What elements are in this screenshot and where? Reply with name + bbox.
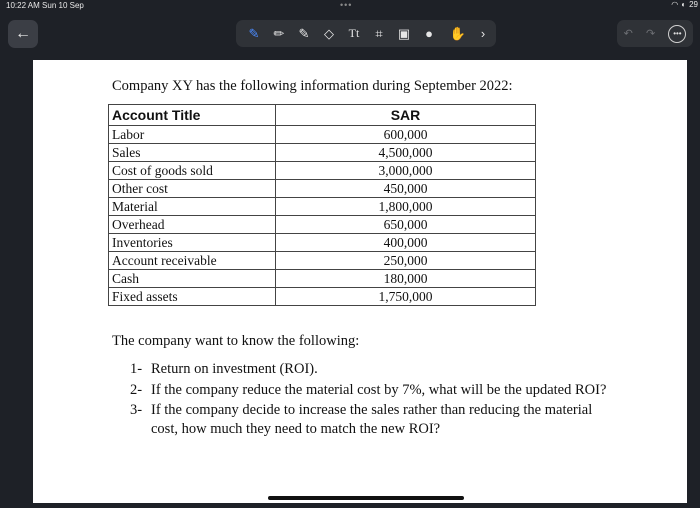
lasso-tool[interactable] — [367, 24, 391, 44]
home-indicator[interactable] — [268, 496, 464, 500]
wifi-icon: ◠ — [671, 0, 679, 9]
account-name: Cost of goods sold — [109, 162, 276, 180]
table-row — [109, 180, 536, 198]
left-margin — [0, 0, 33, 508]
lasso-icon: ⌗ — [375, 25, 383, 41]
battery-level: 29 — [689, 0, 698, 9]
pencil-tool[interactable] — [267, 24, 291, 44]
account-value: 650,000 — [276, 216, 536, 234]
table-row — [109, 270, 536, 288]
account-name: Account receivable — [109, 252, 276, 270]
more-tools-button[interactable] — [471, 24, 495, 44]
text-icon: Tt — [348, 26, 360, 40]
hand-tool[interactable] — [446, 24, 470, 44]
list-item — [130, 401, 622, 438]
table-row — [109, 198, 536, 216]
battery-icon: ◐ — [681, 0, 687, 9]
chevron-right-icon: › — [480, 26, 486, 41]
date: Sun 10 Sep — [42, 1, 84, 10]
more-options-icon[interactable]: ••• — [668, 25, 686, 43]
account-value: 180,000 — [276, 270, 536, 288]
eraser-icon: ◇ — [324, 25, 334, 41]
list-item — [130, 360, 622, 379]
account-table — [108, 104, 536, 306]
table-header-row — [109, 105, 536, 126]
table-row — [109, 216, 536, 234]
right-toolbar — [617, 20, 693, 47]
redo-icon[interactable]: ↷ — [646, 28, 656, 40]
table-row — [109, 252, 536, 270]
question-list — [130, 360, 622, 440]
microphone-tool[interactable] — [417, 24, 441, 44]
marker-tool[interactable] — [292, 24, 316, 44]
table-row — [109, 162, 536, 180]
question-number: 3- — [130, 402, 143, 418]
question-number: 2- — [130, 381, 143, 398]
eraser-tool[interactable] — [317, 24, 341, 44]
account-name: Sales — [109, 144, 276, 162]
account-name: Fixed assets — [109, 288, 276, 306]
bottom-margin — [0, 503, 700, 508]
account-name: Inventories — [109, 234, 276, 252]
account-value: 3,000,000 — [276, 162, 536, 180]
image-icon: ▣ — [397, 25, 411, 41]
pen-tool[interactable] — [242, 24, 266, 44]
account-name: Labor — [109, 126, 276, 144]
pencil-icon: ✏ — [273, 25, 285, 41]
image-tool[interactable] — [392, 24, 416, 44]
text-tool[interactable] — [342, 24, 366, 44]
hand-icon: ✋ — [449, 25, 467, 41]
table-row — [109, 234, 536, 252]
question-number: 1- — [130, 361, 143, 377]
header-account-title: Account Title — [109, 105, 276, 126]
table-row — [109, 144, 536, 162]
account-name: Material — [109, 198, 276, 216]
question-text: Return on investment (ROI). — [151, 361, 318, 377]
account-value: 1,800,000 — [276, 198, 536, 216]
intro-text: Company XY has the following information during September 2022: — [112, 78, 513, 94]
right-margin — [687, 0, 700, 508]
marker-icon: ✎ — [298, 25, 310, 41]
back-button[interactable] — [8, 20, 38, 48]
status-bar-right — [671, 0, 698, 9]
account-value: 600,000 — [276, 126, 536, 144]
pen-icon: ✎ — [248, 25, 260, 41]
question-text: If the company reduce the material cost by 7%, what will be the updated ROI? — [151, 381, 607, 398]
header-sar: SAR — [276, 105, 536, 126]
account-value: 400,000 — [276, 234, 536, 252]
question-text: If the company decide to increase the sales rather than reducing the material cost, how much they need to match the new ROI? — [151, 402, 593, 437]
drawing-toolbar — [236, 20, 496, 47]
table-row — [109, 288, 536, 306]
account-value: 4,500,000 — [276, 144, 536, 162]
account-name: Overhead — [109, 216, 276, 234]
list-item — [130, 381, 622, 400]
time: 10:22 AM — [6, 1, 40, 10]
arrow-left-icon: ← — [15, 25, 31, 42]
status-bar-time — [6, 1, 84, 10]
undo-icon[interactable]: ↶ — [623, 28, 633, 40]
account-name: Cash — [109, 270, 276, 288]
question-intro: The company want to know the following: — [112, 333, 360, 349]
account-value: 250,000 — [276, 252, 536, 270]
microphone-icon: ● — [425, 26, 433, 41]
account-value: 1,750,000 — [276, 288, 536, 306]
account-value: 450,000 — [276, 180, 536, 198]
account-name: Other cost — [109, 180, 276, 198]
table-row — [109, 126, 536, 144]
multitask-dots-icon[interactable]: ••• — [340, 0, 353, 10]
